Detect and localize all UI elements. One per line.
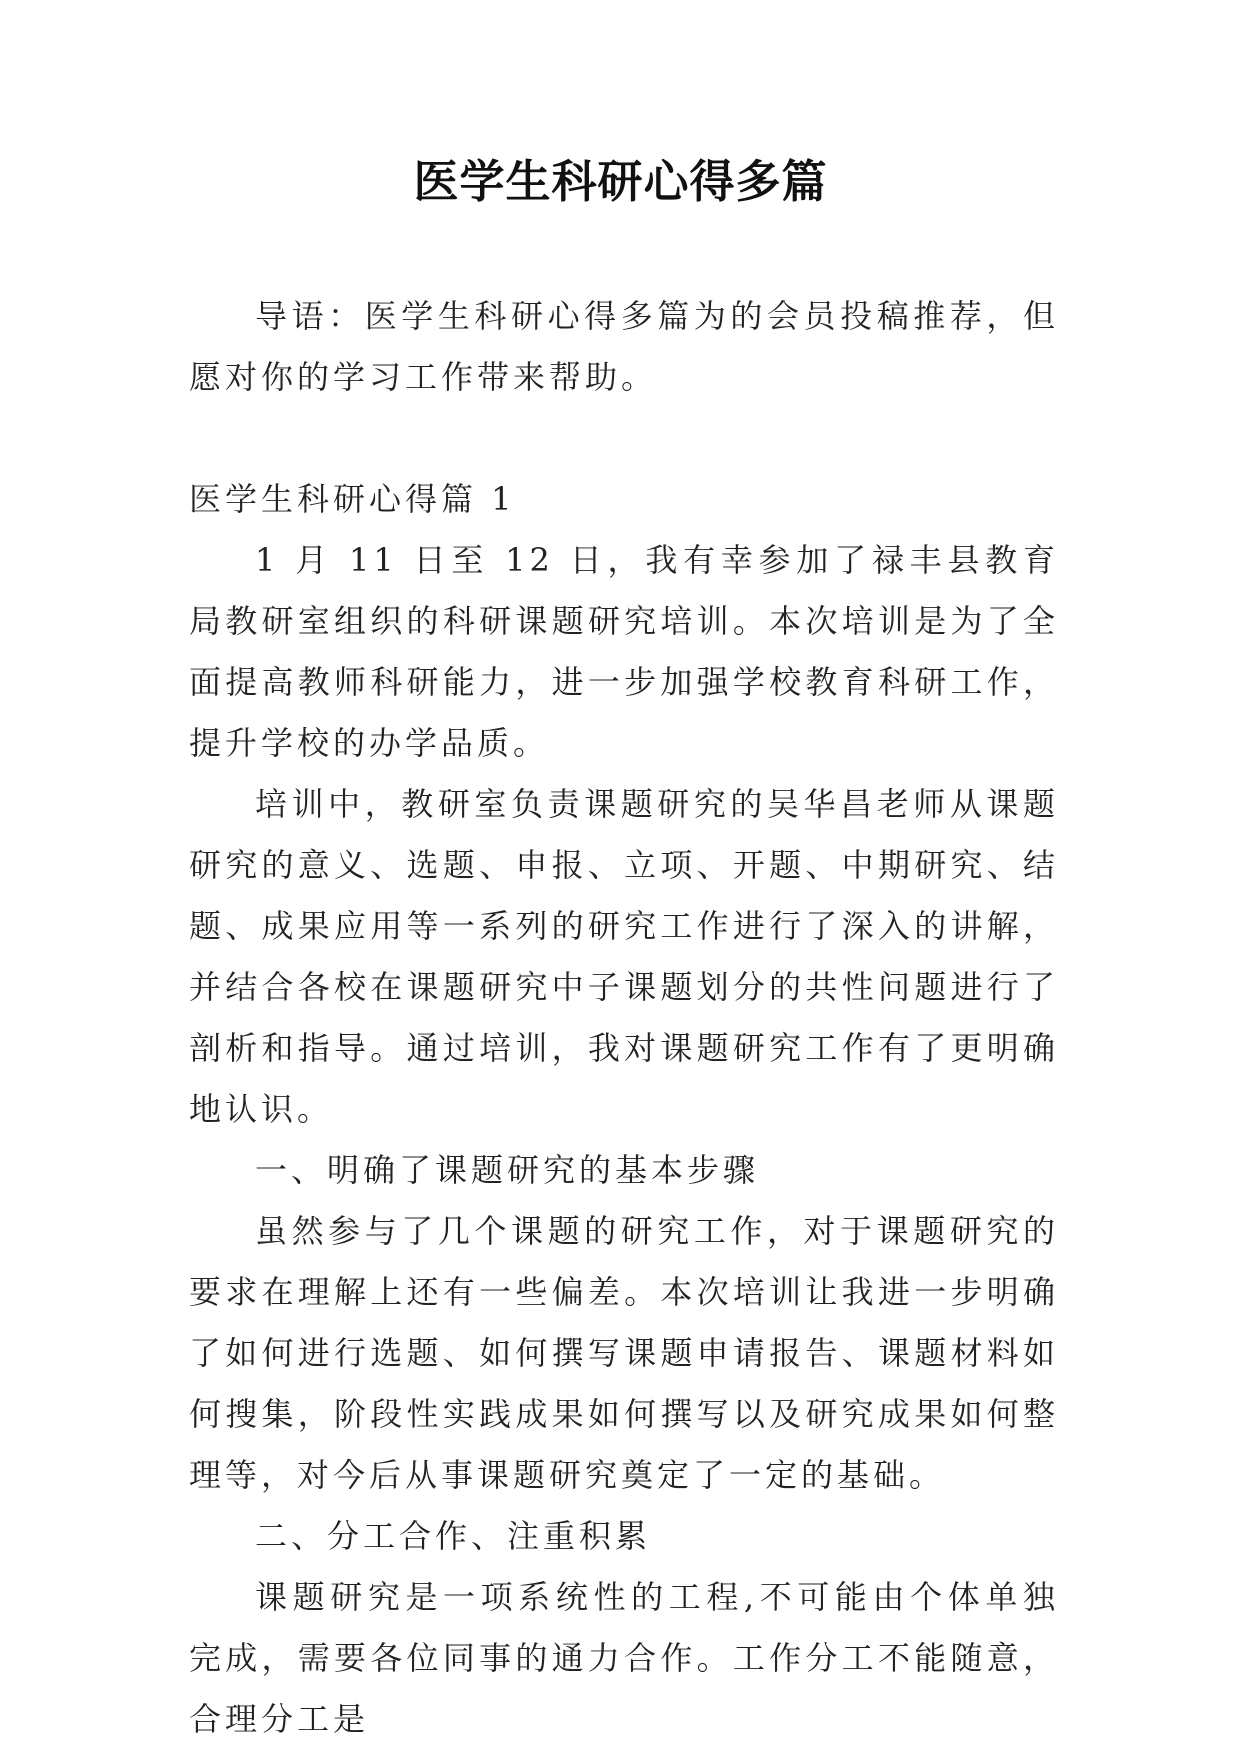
document-body xyxy=(189,286,1059,1750)
paragraph: 培训中，教研室负责课题研究的吴华昌老师从课题研究的意义、选题、申报、立项、开题、中期研究、结题、成果应用等一系列的研究工作进行了深入的讲解，并结合各校在课题研究中子课题划分的共性问题进行了剖析和指导。通过培训，我对课题研究工作有了更明确地认识。 xyxy=(189,785,1059,1128)
document-title: 医学生科研心得多篇 xyxy=(413,155,828,208)
paragraph: 虽然参与了几个课题的研究工作，对于课题研究的要求在理解上还有一些偏差。本次培训让我进一步明确了如何进行选题、如何撰写课题申请报告、课题材料如何搜集，阶段性实践成果如何撰写以及研究成果如何整理等，对今后从事课题研究奠定了一定的基础。 xyxy=(189,1212,1059,1494)
paragraph: 课题研究是一项系统性的工程,不可能由个体单独完成，需要各位同事的通力合作。工作分工不能随意，合理分工是 xyxy=(189,1578,1059,1738)
intro-paragraph: 导语：医学生科研心得多篇为的会员投稿推荐，但愿对你的学习工作带来帮助。 xyxy=(189,297,1059,396)
section-heading: 医学生科研心得篇 1 xyxy=(189,480,516,518)
subheading: 二、分工合作、注重积累 xyxy=(255,1517,652,1555)
paragraph: 1 月 11 日至 12 日，我有幸参加了禄丰县教育局教研室组织的科研课题研究培训。本次培训是为了全面提高教师科研能力，进一步加强学校教育科研工作，提升学校的办学品质。 xyxy=(189,541,1059,762)
spacer xyxy=(189,408,1059,469)
subheading: 一、明确了课题研究的基本步骤 xyxy=(255,1151,760,1189)
